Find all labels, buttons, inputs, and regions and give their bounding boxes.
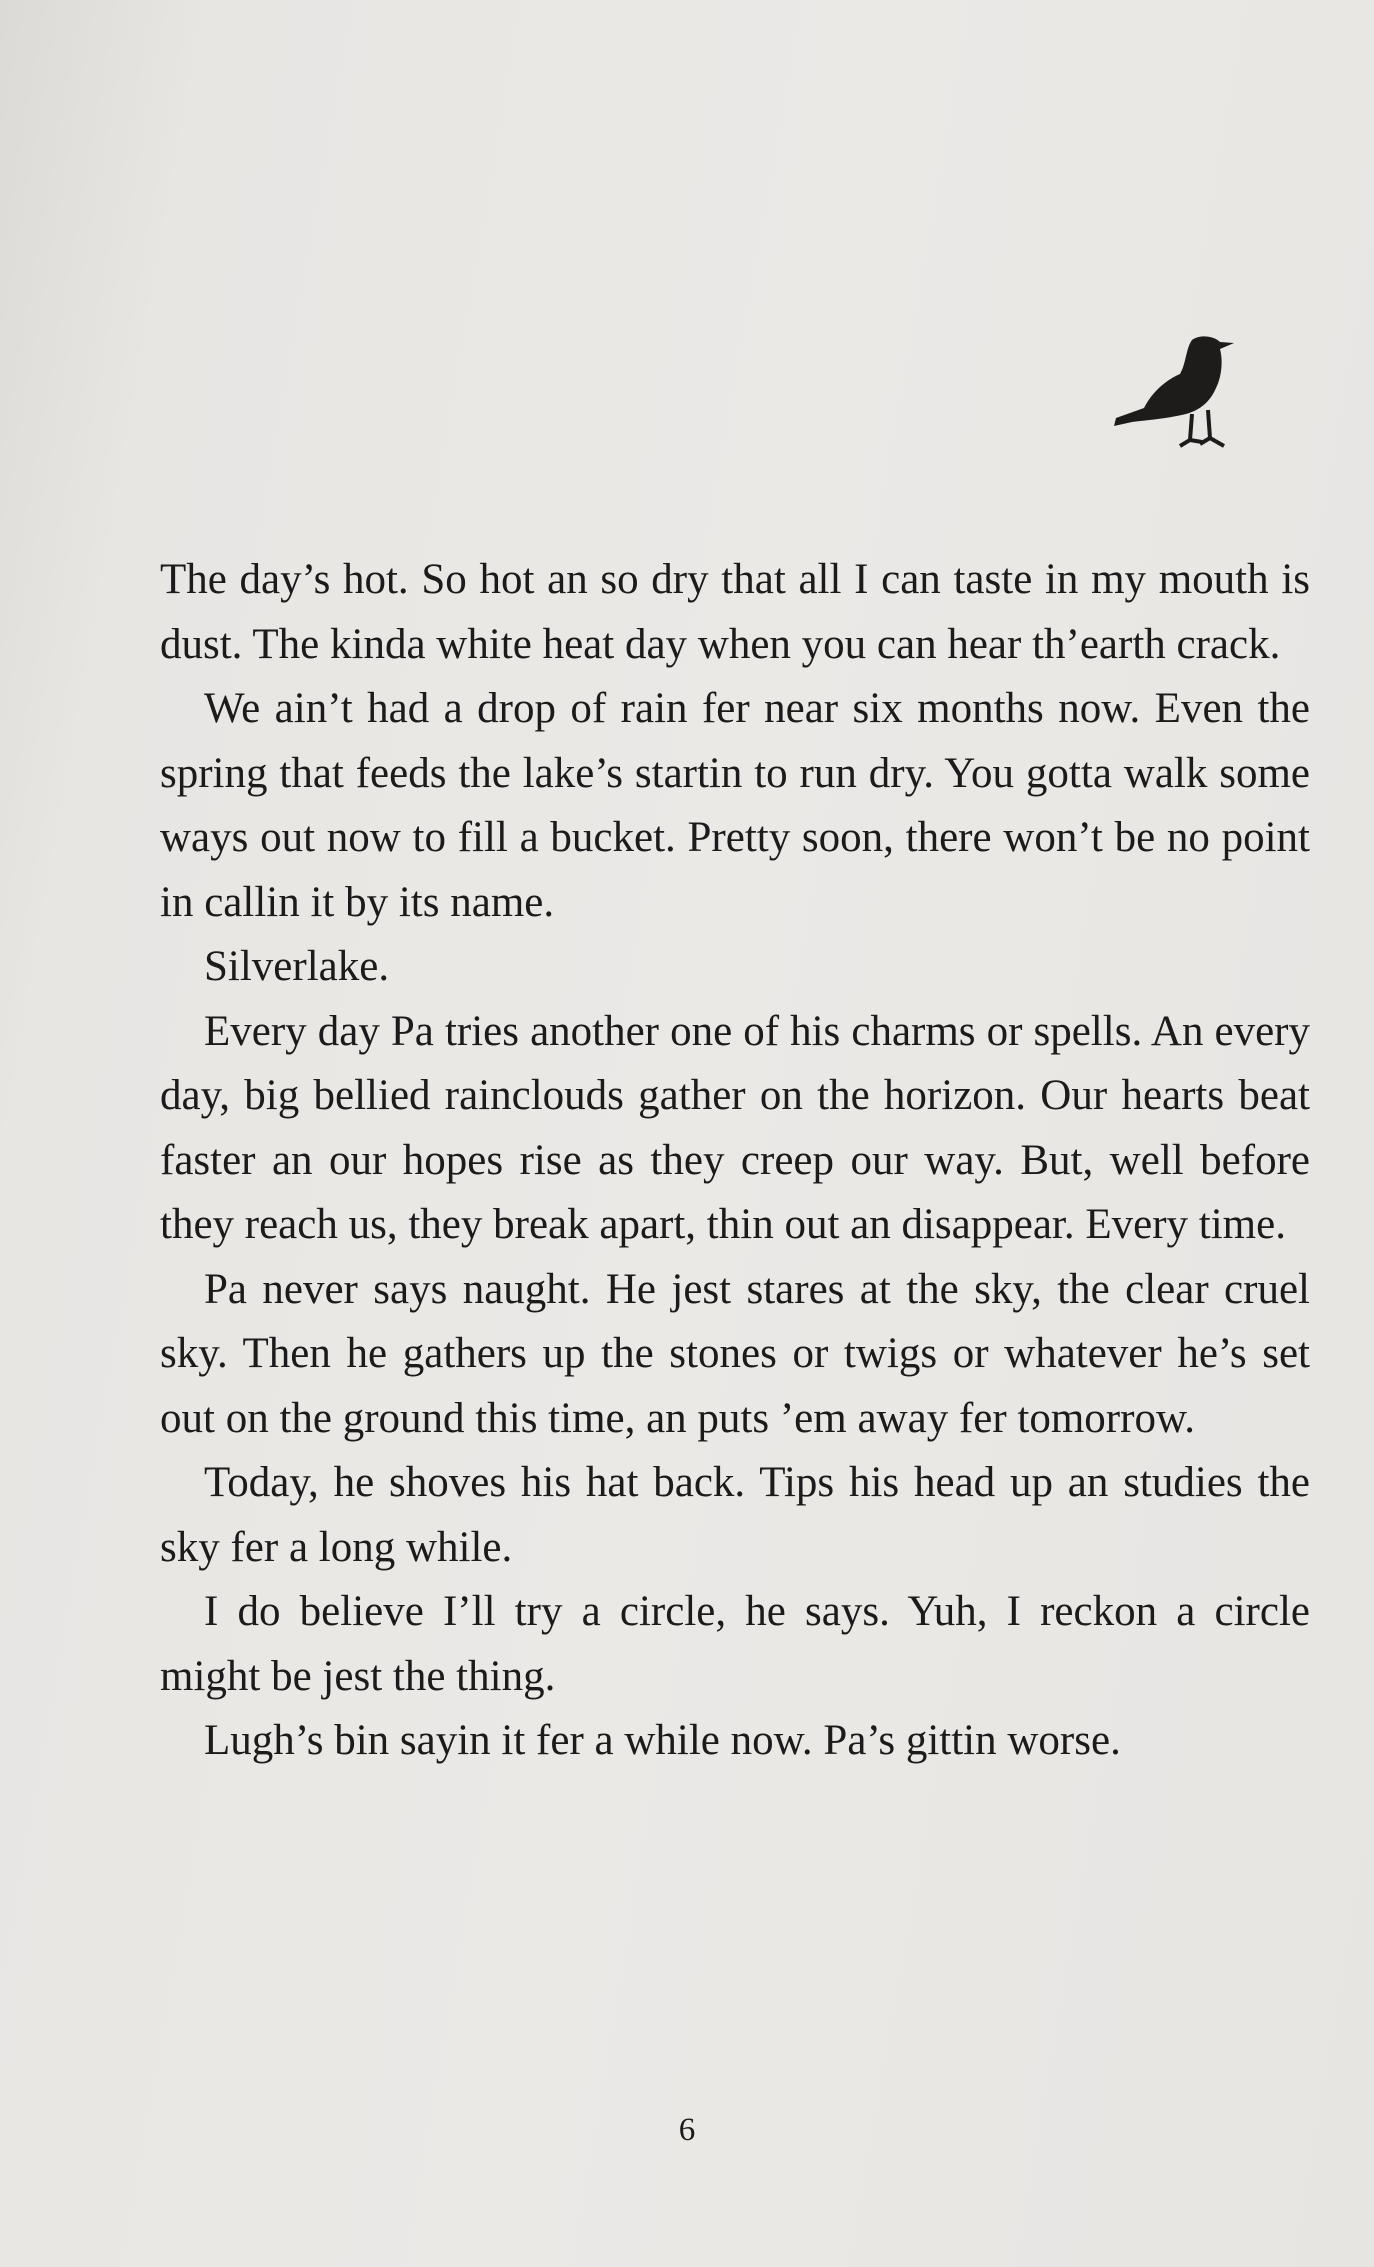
paragraph: Silverlake. (204, 943, 390, 990)
body-text (160, 548, 1310, 1774)
paragraph: Pa never says naught. He jest stares at the sky, the clear cruel sky. Then he gathers up the stones or twigs or whatever he’s set out on the ground this time, an puts ’em away fer tomorrow. (160, 1265, 1310, 1442)
crow-icon (1110, 330, 1290, 510)
paragraph: I do believe I’ll try a circle, he says. Yuh, I reckon a circle might be jest the thing. (160, 1588, 1310, 1700)
page-number: 6 (678, 2112, 696, 2148)
paragraph: We ain’t had a drop of rain fer near six months now. Even the spring that feeds the lake’s startin to run dry. You gotta walk some ways out now to fill a bucket. Pretty soon, there won’t be no point in callin it by its name. (160, 685, 1310, 926)
paragraph: The day’s hot. So hot an so dry that all I can taste in my mouth is dust. The kinda white heat day when you can hear th’earth crack. (160, 556, 1310, 668)
paragraph: Lugh’s bin sayin it fer a while now. Pa’s gittin worse. (204, 1717, 1121, 1764)
paragraph: Every day Pa tries another one of his charms or spells. An every day, big bellied rainclouds gather on the horizon. Our hearts beat faster an our hopes rise as they creep our way. But, well before they reach us, they break apart, thin out an disappear. Every time. (160, 1007, 1310, 1248)
paragraph: Today, he shoves his hat back. Tips his head up an studies the sky fer a long while. (160, 1459, 1310, 1571)
